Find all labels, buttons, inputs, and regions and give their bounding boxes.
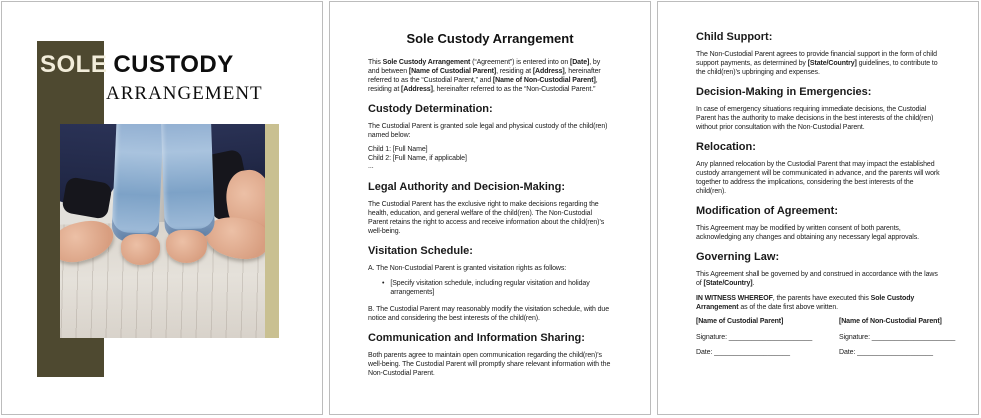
paragraph: In case of emergency situations requiring immediate decisions, the Custodial Parent has the authority to make decisions in the best interests of the child(ren) without prior consultation with the Non-Custodial Parent.	[696, 106, 934, 131]
document-page-1	[329, 1, 651, 415]
noncustodial-date-line	[839, 349, 955, 356]
page-3-blocks	[696, 31, 940, 312]
noncustodial-signature-line	[839, 334, 955, 341]
bullet-icon: •	[382, 279, 385, 287]
section-heading: Decision-Making in Emergencies:	[696, 86, 872, 98]
cover-title	[40, 52, 234, 78]
cover-page	[1, 1, 323, 415]
section-heading: Modification of Agreement:	[696, 205, 838, 217]
paragraph: Both parents agree to maintain open communication regarding the child(ren)’s well-being. The Custodial Parent will promptly share relevant information with the Non-Custodial Parent.	[368, 351, 611, 377]
signature-label: Signature:	[839, 334, 870, 341]
section-heading: Custody Determination:	[368, 103, 493, 115]
section-heading: Communication and Information Sharing:	[368, 331, 585, 344]
paragraph: Any planned relocation by the Custodial Parent that may impact the established custody arrangement will be communicated in advance, and the parents will work together to address the implications, considering the best interests of the child(ren).	[696, 161, 940, 195]
photo-child-left-foot	[121, 234, 160, 265]
family-feet-photo	[60, 124, 265, 338]
noncustodial-signature-column	[839, 318, 955, 364]
custodial-signature-column	[696, 318, 829, 364]
paragraph: A. The Non-Custodial Parent is granted visitation rights as follows:	[368, 264, 567, 272]
document-page-2	[657, 1, 979, 415]
section-heading: Visitation Schedule:	[368, 244, 473, 257]
custodial-parent-name: [Name of Custodial Parent]	[696, 318, 784, 325]
photo-child-left-jean-leg	[111, 124, 163, 243]
page-3-content	[658, 2, 978, 364]
paragraph: B. The Custodial Parent may reasonably modify the visitation schedule, with due notice and considering the best interests of the child(ren).	[368, 305, 609, 322]
photo-child-right-jean-leg	[161, 124, 215, 239]
date-underline: ____________________	[714, 349, 790, 356]
signature-block	[696, 318, 956, 364]
paragraph: IN WITNESS WHEREOF, the parents have executed this Sole Custody Arrangement as of the date first above written.	[696, 295, 915, 311]
cover-accent-strip	[265, 124, 279, 338]
paragraph: The Non-Custodial Parent agrees to provide financial support in the form of child support payments, as determined by [State/Country] guidelines, to contribute to the child(ren)’s upbringing and expenses.	[696, 51, 938, 76]
signature-label: Signature:	[696, 334, 727, 341]
date-label: Date:	[696, 349, 713, 356]
paragraph: This Sole Custody Arrangement (“Agreement”) is entered into on [Date], by and between [Name of Custodial Parent], residing at [Address], hereinafter referred to as the “Custodial Parent,” and [Name of Non-Custodial Parent], residing at [Address], hereinafter referred to as the “Non-Custodial Parent.”	[368, 59, 601, 93]
cover-title-sole: SOLE	[40, 51, 108, 78]
section-heading: Child Support:	[696, 31, 773, 43]
bullet-item: • [Specify visitation schedule, including regular visitation and holiday arrangements]	[382, 279, 590, 296]
photo-adult-left-cuff	[61, 176, 113, 219]
signature-underline: ______________________	[871, 334, 956, 341]
date-label: Date:	[839, 349, 856, 356]
paragraph: This Agreement shall be governed by and construed in accordance with the laws of [State/Country].	[696, 271, 938, 287]
paragraph: The Custodial Parent is granted sole legal and physical custody of the child(ren) named below:	[368, 123, 608, 139]
custodial-date-line	[696, 349, 829, 356]
cover-title-custody: CUSTODY	[113, 51, 234, 78]
line-group: Child 1: [Full Name] Child 2: [Full Name, if applicable] ...	[368, 146, 467, 170]
document-title: Sole Custody Arrangement	[406, 31, 574, 46]
date-underline: ____________________	[857, 349, 933, 356]
paragraph: This Agreement may be modified by written consent of both parents, acknowledging any changes and obtaining any necessary legal approvals.	[696, 225, 919, 241]
paragraph: The Custodial Parent has the exclusive right to make decisions regarding the health, education, and general welfare of the child(ren). The Non-Custodial Parent retains the right to access and receive information about the child(ren)’s well-being.	[368, 200, 605, 235]
signature-underline: ______________________	[728, 334, 813, 341]
cover-title-arrangement: ARRANGEMENT	[106, 83, 263, 104]
custodial-signature-line	[696, 334, 829, 341]
page-2-content	[330, 2, 650, 378]
section-heading: Relocation:	[696, 141, 756, 153]
photo-child-right-foot	[166, 230, 207, 263]
section-heading: Governing Law:	[696, 251, 780, 263]
section-heading: Legal Authority and Decision-Making:	[368, 180, 565, 193]
noncustodial-parent-name: [Name of Non-Custodial Parent]	[839, 318, 942, 325]
